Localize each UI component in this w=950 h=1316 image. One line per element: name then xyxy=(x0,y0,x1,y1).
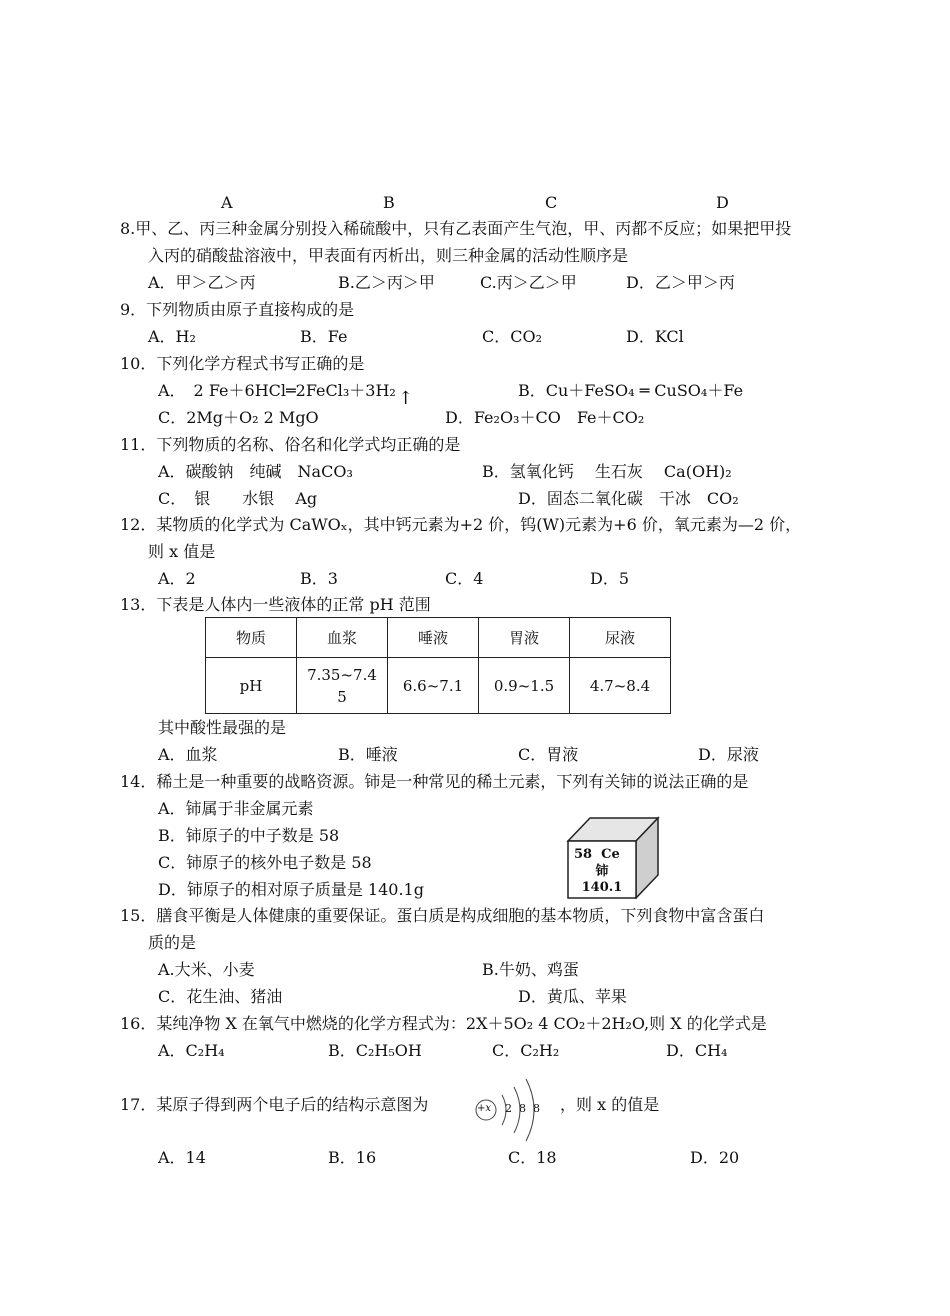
q8-option-a[interactable]: A．甲＞乙＞丙 xyxy=(148,273,256,292)
ph-table-header-row xyxy=(206,618,671,658)
element-mass: 140.1 xyxy=(581,880,623,895)
q13-option-a[interactable]: A．血浆 xyxy=(158,745,218,764)
q13-option-b[interactable]: B．唾液 xyxy=(338,745,398,764)
q12-option-b[interactable]: B．3 xyxy=(300,569,338,588)
table-header-cell: 尿液 xyxy=(570,618,671,658)
q11-option-d[interactable]: D．固态二氧化碳 干冰 CO₂ xyxy=(518,489,739,508)
element-cell-cerium xyxy=(560,815,660,899)
table-cell: 6.6~7.1 xyxy=(388,658,479,714)
q13-stem: 13．下表是人体内一些液体的正常 pH 范围 xyxy=(120,595,431,614)
table-header-cell: 物质 xyxy=(206,618,297,658)
q16-option-c[interactable]: C．C₂H₂ xyxy=(492,1041,560,1060)
ph-table-value-row xyxy=(206,658,671,714)
q15-option-b[interactable]: B.牛奶、鸡蛋 xyxy=(482,960,579,979)
q14-option-c[interactable]: C．铈原子的核外电子数是 58 xyxy=(158,853,372,872)
q17-option-b[interactable]: B．16 xyxy=(328,1148,377,1167)
atom-nucleus: +x xyxy=(477,1103,492,1114)
q12-option-d[interactable]: D．5 xyxy=(590,569,630,588)
table-header-cell: 唾液 xyxy=(388,618,479,658)
q17-stem-after: ，则 x 的值是 xyxy=(560,1095,660,1114)
table-header-cell: 血浆 xyxy=(297,618,388,658)
q15-option-c[interactable]: C．花生油、猪油 xyxy=(158,987,283,1006)
q14-option-a[interactable]: A．铈属于非金属元素 xyxy=(158,799,314,818)
table-cell: 4.7~8.4 xyxy=(570,658,671,714)
top-label-b: B xyxy=(383,193,395,212)
q15-stem-line2: 质的是 xyxy=(148,933,197,952)
q11-option-b[interactable]: B．氢氧化钙 生石灰 Ca(OH)₂ xyxy=(482,462,732,481)
table-row-label: pH xyxy=(206,658,297,714)
atom-shell-1: 2 xyxy=(505,1102,512,1115)
q10-option-c[interactable]: C．2Mg＋O₂ 2 MgO xyxy=(158,408,319,427)
q12-option-a[interactable]: A．2 xyxy=(158,569,196,588)
q10-option-a[interactable]: A． 2 Fe＋6HCl═2FeCl₃＋3H₂ xyxy=(158,381,396,400)
q14-option-b[interactable]: B．铈原子的中子数是 58 xyxy=(158,826,340,845)
atom-structure-diagram xyxy=(472,1075,552,1145)
q17-option-a[interactable]: A．14 xyxy=(158,1148,206,1167)
q13-after-text: 其中酸性最强的是 xyxy=(158,718,287,737)
q8-option-b[interactable]: B.乙＞丙＞甲 xyxy=(338,273,435,292)
q17-stem-before: 17．某原子得到两个电子后的结构示意图为 xyxy=(120,1095,429,1114)
q12-option-c[interactable]: C．4 xyxy=(445,569,484,588)
q9-option-d[interactable]: D．KCl xyxy=(626,327,684,346)
q10-stem: 10．下列化学方程式书写正确的是 xyxy=(120,354,365,373)
q12-stem-line2: 则 x 值是 xyxy=(148,542,216,561)
q15-stem-line1: 15．膳食平衡是人体健康的重要保证。蛋白质是构成细胞的基本物质，下列食物中富含蛋白 xyxy=(120,906,765,925)
table-cell-line: 5 xyxy=(337,687,347,706)
q17-option-c[interactable]: C．18 xyxy=(508,1148,557,1167)
q9-option-a[interactable]: A．H₂ xyxy=(148,327,196,346)
table-cell: 0.9~1.5 xyxy=(479,658,570,714)
q12-stem-line1: 12．某物质的化学式为 CaWOₓ，其中钙元素为+2 价，钨(W)元素为+6 价，氧元素为—2 价， xyxy=(120,515,802,534)
q8-stem-line1: 8.甲、乙、丙三种金属分别投入稀硫酸中，只有乙表面产生气泡，甲、丙都不反应；如果把甲投 xyxy=(120,219,792,238)
q16-stem: 16．某纯净物 X 在氧气中燃烧的化学方程式为：2X＋5O₂ 4 CO₂＋2H₂O,则 X 的化学式是 xyxy=(120,1014,767,1033)
q16-option-b[interactable]: B．C₂H₅OH xyxy=(328,1041,422,1060)
q16-option-a[interactable]: A．C₂H₄ xyxy=(158,1041,225,1060)
q11-stem: 11．下列物质的名称、俗名和化学式均正确的是 xyxy=(120,435,461,454)
q10-option-b[interactable]: B．Cu＋FeSO₄ ═ CuSO₄＋Fe xyxy=(518,381,744,400)
q9-option-b[interactable]: B．Fe xyxy=(300,327,348,346)
top-label-d: D xyxy=(716,193,729,212)
q16-option-d[interactable]: D．CH₄ xyxy=(666,1041,728,1060)
atom-shell-2: 8 xyxy=(519,1102,526,1115)
q14-option-d[interactable]: D．铈原子的相对原子质量是 140.1g xyxy=(158,880,424,899)
q8-stem-line2: 入丙的硝酸盐溶液中，甲表面有丙析出，则三种金属的活动性顺序是 xyxy=(148,246,629,265)
table-cell-plasma xyxy=(297,658,388,714)
atom-shell-3: 8 xyxy=(533,1102,540,1115)
top-label-c: C xyxy=(545,193,558,212)
ph-table xyxy=(205,617,671,714)
q8-option-d[interactable]: D．乙＞甲＞丙 xyxy=(626,273,735,292)
q13-option-d[interactable]: D．尿液 xyxy=(698,745,759,764)
q9-option-c[interactable]: C．CO₂ xyxy=(482,327,543,346)
q11-option-c[interactable]: C． 银 水银 Ag xyxy=(158,489,318,508)
q13-option-c[interactable]: C．胃液 xyxy=(518,745,579,764)
table-cell-line: 7.35~7.4 xyxy=(307,665,377,684)
element-number: 58 xyxy=(574,847,593,862)
top-label-a: A xyxy=(221,193,233,212)
q17-option-d[interactable]: D．20 xyxy=(690,1148,740,1167)
up-arrow-icon: ↑ xyxy=(398,388,414,409)
table-header-cell: 胃液 xyxy=(479,618,570,658)
q15-option-d[interactable]: D．黄瓜、苹果 xyxy=(518,987,627,1006)
q10-option-d[interactable]: D．Fe₂O₃＋CO Fe＋CO₂ xyxy=(445,408,645,427)
q9-stem: 9．下列物质由原子直接构成的是 xyxy=(120,300,355,319)
q14-stem: 14．稀土是一种重要的战略资源。铈是一种常见的稀土元素，下列有关铈的说法正确的是 xyxy=(120,772,749,791)
element-symbol: Ce xyxy=(601,847,620,862)
q15-option-a[interactable]: A.大米、小麦 xyxy=(158,960,255,979)
q8-option-c[interactable]: C.丙＞乙＞甲 xyxy=(480,273,577,292)
element-name: 铈 xyxy=(595,864,609,879)
q11-option-a[interactable]: A．碳酸钠 纯碱 NaCO₃ xyxy=(158,462,353,481)
